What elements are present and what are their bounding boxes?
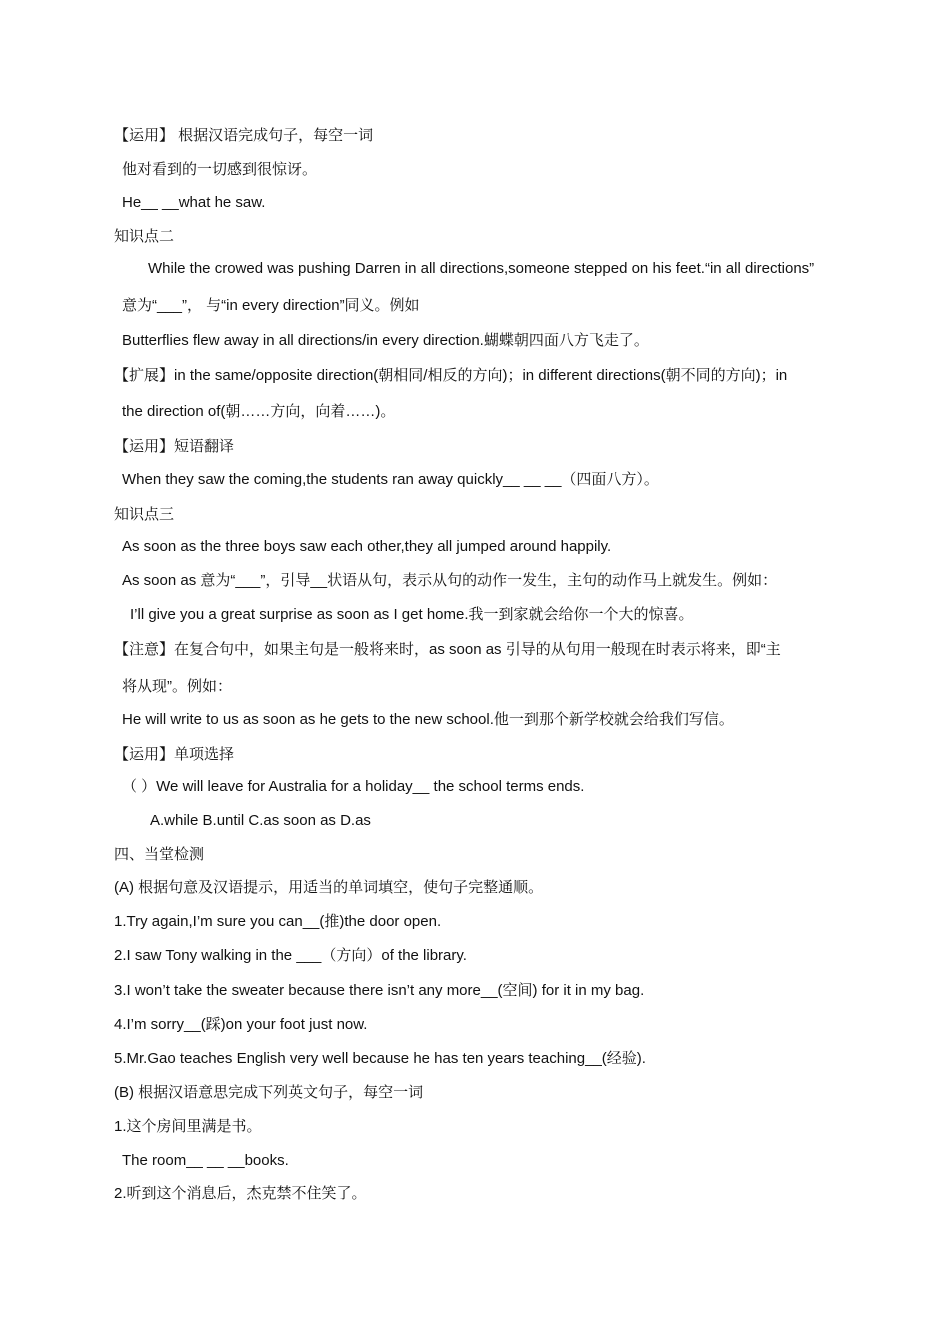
text-line: He will write to us as soon as he gets to the new school.他一到那个新学校就会给我们写信。 [122,711,734,728]
text-line: (B) 根据汉语意思完成下列英文句子，每空一词 [114,1084,424,1101]
text-line: 4.I’m sorry__(踩)on your foot just now. [114,1016,368,1033]
text-line: the direction of(朝……方向，向着……)。 [122,403,396,420]
text-line: 5.Mr.Gao teaches English very well because he has ten years teaching__(经验). [114,1050,646,1067]
text-line: 2.I saw Tony walking in the ___（方向）of the library. [114,947,467,964]
text-line: 【注意】在复合句中，如果主句是一般将来时，as soon as 引导的从句用一般现在时表示将来，即“主 [114,641,781,658]
text-line: 1.这个房间里满是书。 [114,1118,262,1135]
text-line: 2.听到这个消息后，杰克禁不住笑了。 [114,1185,367,1202]
text-line: （ ）We will leave for Australia for a holiday__ the school terms ends. [122,778,585,795]
text-line: Butterflies flew away in all directions/in every direction.蝴蝶朝四面八方飞走了。 [122,332,649,349]
text-line: 3.I won’t take the sweater because there isn’t any more__(空间) for it in my bag. [114,982,645,999]
text-line: As soon as the three boys saw each other,they all jumped around happily. [122,538,612,555]
text-line: 1.Try again,I’m sure you can__(推)the door open. [114,913,442,930]
text-line: When they saw the coming,the students ran away quickly__ __ __（四面八方）。 [122,471,659,488]
text-line: 知识点二 [114,228,175,245]
text-line: 知识点三 [114,506,175,523]
text-line: While the crowed was pushing Darren in all directions,someone stepped on his feet.“in all directions” [148,260,815,277]
text-line: 四、当堂检测 [114,846,205,863]
text-line: 【扩展】in the same/opposite direction(朝相同/相反的方向)；in different directions(朝不同的方向)；in [114,367,788,384]
text-line: A.while B.until C.as soon as D.as [150,812,371,829]
text-line: 【运用】 根据汉语完成句子，每空一词 [114,127,374,144]
text-line: The room__ __ __books. [122,1152,289,1169]
text-line: 【运用】短语翻译 [114,438,235,455]
text-line: As soon as 意为“___”，引导__状语从句，表示从句的动作一发生，主句的动作马上就发生。例如： [122,572,778,589]
text-line: I’ll give you a great surprise as soon as I get home.我一到家就会给你一个大的惊喜。 [130,606,694,623]
text-line: He__ __what he saw. [122,194,266,211]
text-line: (A) 根据句意及汉语提示，用适当的单词填空，使句子完整通顺。 [114,879,544,896]
text-line: 他对看到的一切感到很惊讶。 [122,161,318,178]
text-line: 意为“___”， 与“in every direction”同义。例如 [122,297,420,314]
text-line: 【运用】单项选择 [114,746,235,763]
text-line: 将从现”。例如： [122,678,232,695]
